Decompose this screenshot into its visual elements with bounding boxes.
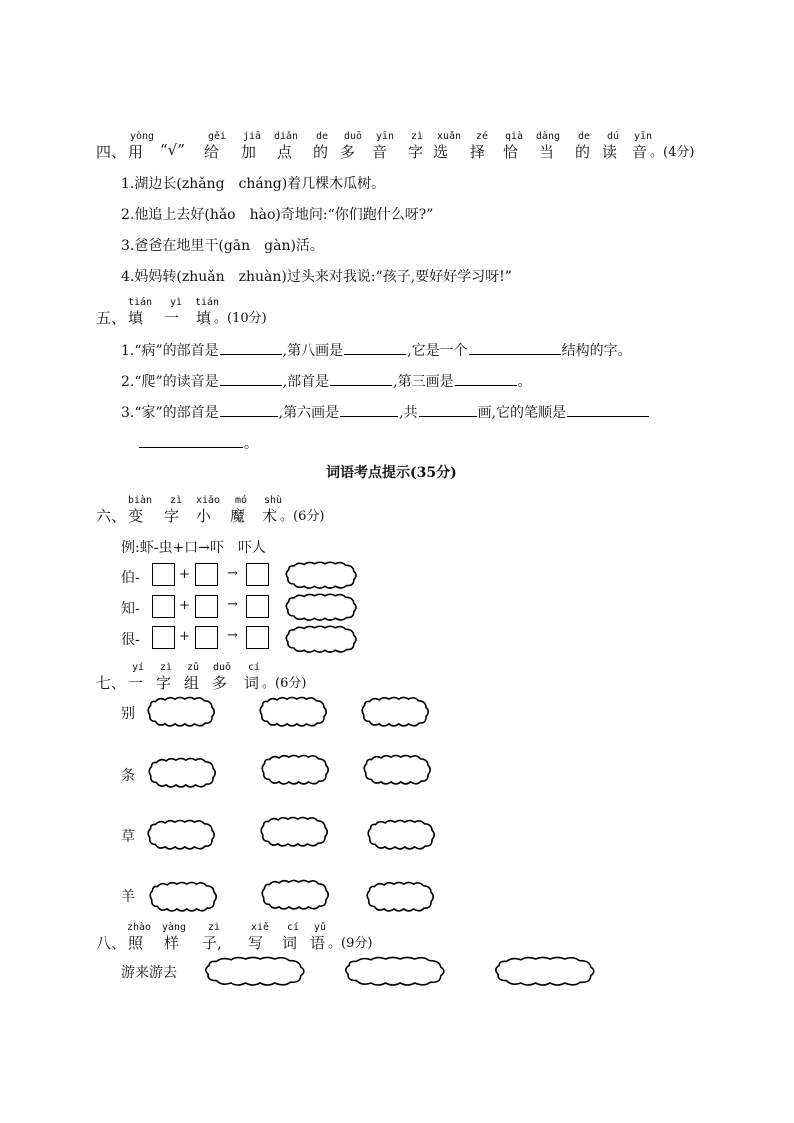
answer-blank[interactable] bbox=[340, 402, 398, 417]
arrow-icon: → bbox=[227, 628, 238, 643]
cloud-answer-box[interactable] bbox=[367, 818, 437, 851]
pinyin: yí bbox=[132, 662, 145, 673]
answer-blank[interactable] bbox=[344, 340, 406, 355]
heading-char: 恰 bbox=[503, 143, 519, 161]
score: 。(9分) bbox=[328, 936, 373, 951]
pinyin: zì bbox=[411, 131, 424, 142]
question-item: 3.爸爸在地里干(gān gàn)活。 bbox=[121, 238, 324, 254]
text: ,第六画是 bbox=[278, 405, 340, 421]
heading-char: 字 bbox=[156, 674, 172, 692]
pinyin: shù bbox=[264, 495, 283, 506]
cloud-answer-box[interactable] bbox=[147, 818, 217, 851]
text: ,它是一个 bbox=[407, 343, 468, 359]
pinyin: jiā bbox=[243, 131, 262, 142]
cloud-answer-box[interactable] bbox=[260, 815, 330, 848]
plus-sign: + bbox=[179, 598, 190, 613]
score: 。(6分) bbox=[280, 509, 325, 524]
cloud-answer-box[interactable] bbox=[259, 695, 329, 728]
section-number: 八、 bbox=[96, 934, 127, 952]
pinyin: gěi bbox=[208, 131, 227, 142]
heading-char: 变 bbox=[128, 507, 144, 525]
heading-char: 术 bbox=[262, 507, 278, 525]
cloud-answer-box[interactable] bbox=[494, 955, 598, 987]
pinyin: yì bbox=[170, 297, 183, 308]
example-word: 游来游去 bbox=[121, 965, 177, 981]
heading-char: 当 bbox=[539, 143, 555, 161]
row-label: 知- bbox=[121, 601, 140, 617]
pinyin: yàng bbox=[162, 922, 187, 933]
answer-box[interactable] bbox=[195, 595, 218, 618]
heading-char: 点 bbox=[277, 143, 293, 161]
pinyin: zhào bbox=[127, 922, 152, 933]
question-item: 4.妈妈转(zhuǎn zhuàn)过头来对我说:“孩子,要好好学习呀!” bbox=[121, 269, 512, 285]
answer-box[interactable] bbox=[246, 563, 269, 586]
fill-line-1 bbox=[121, 340, 632, 360]
heading-char: 一 bbox=[164, 309, 180, 327]
pinyin: zì bbox=[170, 495, 183, 506]
answer-box[interactable] bbox=[152, 595, 175, 618]
heading-char: 语 bbox=[310, 934, 326, 952]
row-label: 草 bbox=[121, 829, 135, 845]
heading-char: 多 bbox=[340, 143, 356, 161]
cloud-answer-box[interactable] bbox=[366, 880, 436, 913]
heading-char: 填 bbox=[196, 309, 212, 327]
heading-char: 音 bbox=[632, 143, 648, 161]
pinyin: de bbox=[578, 131, 591, 142]
section-number: 六、 bbox=[96, 507, 127, 525]
heading-char: 一 bbox=[128, 674, 144, 692]
pinyin: xuǎn bbox=[437, 131, 462, 142]
heading-char: “√” bbox=[160, 141, 185, 159]
answer-box[interactable] bbox=[152, 626, 175, 649]
answer-box[interactable] bbox=[195, 626, 218, 649]
row-label: 别 bbox=[121, 706, 135, 722]
pinyin: yīn bbox=[376, 131, 395, 142]
text: 。 bbox=[517, 374, 532, 390]
heading-char: 小 bbox=[196, 507, 212, 525]
answer-blank[interactable] bbox=[330, 371, 392, 386]
row-label: 伯- bbox=[121, 570, 140, 586]
text: ,共 bbox=[399, 405, 418, 421]
fill-line-3-cont bbox=[138, 433, 258, 453]
pinyin: xiě bbox=[251, 922, 270, 933]
cloud-answer-box[interactable] bbox=[363, 753, 433, 786]
arrow-icon: → bbox=[227, 566, 238, 581]
text: 1.“病”的部首是 bbox=[121, 343, 219, 359]
score: 。(10分) bbox=[214, 311, 267, 326]
answer-box[interactable] bbox=[246, 595, 269, 618]
cloud-answer-box[interactable] bbox=[261, 753, 331, 786]
cloud-answer-box[interactable] bbox=[344, 955, 448, 987]
arrow-icon: → bbox=[227, 597, 238, 612]
cloud-answer-box[interactable] bbox=[361, 695, 431, 728]
heading-char: 组 bbox=[184, 674, 200, 692]
answer-blank[interactable] bbox=[419, 402, 477, 417]
section-number: 四、 bbox=[96, 143, 127, 161]
fill-line-3 bbox=[121, 402, 650, 422]
answer-blank[interactable] bbox=[455, 371, 517, 386]
cloud-answer-box[interactable] bbox=[148, 756, 218, 789]
text: 。 bbox=[244, 436, 258, 452]
answer-blank[interactable] bbox=[220, 371, 282, 386]
pinyin: cí bbox=[287, 922, 300, 933]
score: 。(4分) bbox=[650, 145, 695, 160]
pinyin: zì bbox=[160, 662, 173, 673]
pinyin: dú bbox=[607, 131, 620, 142]
heading-char: 读 bbox=[602, 143, 618, 161]
pinyin: xiǎo bbox=[196, 495, 221, 506]
pinyin: mó bbox=[235, 495, 248, 506]
heading-char: 魔 bbox=[230, 507, 246, 525]
pinyin: zé bbox=[476, 131, 489, 142]
text: 2.“爬”的读音是 bbox=[121, 374, 219, 390]
heading-char: 选 bbox=[433, 143, 449, 161]
answer-blank[interactable] bbox=[567, 402, 649, 417]
answer-blank[interactable] bbox=[139, 433, 243, 448]
fill-line-2 bbox=[121, 371, 532, 391]
pinyin: qià bbox=[505, 131, 524, 142]
pinyin: yòng bbox=[130, 131, 155, 142]
section-title: 词语考点提示(35分) bbox=[326, 465, 457, 481]
pinyin: tián bbox=[195, 297, 220, 308]
pinyin: diǎn bbox=[274, 131, 299, 142]
pinyin: dàng bbox=[536, 131, 561, 142]
pinyin: zǔ bbox=[187, 662, 200, 673]
cloud-answer-box[interactable] bbox=[285, 624, 359, 654]
question-item: 2.他追上去好(hǎo hào)奇地问:“你们跑什么呀?” bbox=[121, 207, 434, 223]
heading-char: 样 bbox=[164, 934, 180, 952]
heading-char: 用 bbox=[128, 143, 144, 161]
text: 画,它的笔顺是 bbox=[477, 405, 567, 421]
row-label: 条 bbox=[121, 768, 135, 784]
answer-box[interactable] bbox=[246, 626, 269, 649]
section-number: 五、 bbox=[96, 309, 127, 327]
row-label: 很- bbox=[121, 632, 140, 648]
heading-char: 加 bbox=[241, 143, 257, 161]
pinyin: de bbox=[316, 131, 329, 142]
text: 3.“家”的部首是 bbox=[121, 405, 219, 421]
pinyin: duō bbox=[213, 662, 232, 673]
example-text: 例:虾-虫+口→吓 吓人 bbox=[121, 540, 266, 556]
cloud-answer-box[interactable] bbox=[285, 560, 359, 590]
pinyin: yǔ bbox=[314, 922, 327, 933]
row-label: 羊 bbox=[121, 889, 135, 905]
pinyin: zi bbox=[208, 922, 221, 933]
cloud-answer-box[interactable] bbox=[149, 880, 219, 913]
heading-char: 字 bbox=[164, 507, 180, 525]
answer-blank[interactable] bbox=[469, 340, 561, 355]
pinyin: duō bbox=[344, 131, 363, 142]
heading-char: 照 bbox=[128, 934, 144, 952]
section-number: 七、 bbox=[96, 674, 127, 692]
cloud-answer-box[interactable] bbox=[147, 695, 217, 728]
pinyin: yīn bbox=[634, 131, 653, 142]
plus-sign: + bbox=[179, 567, 190, 582]
pinyin: cí bbox=[248, 662, 261, 673]
text: 结构的字。 bbox=[561, 343, 632, 359]
heading-char: 填 bbox=[128, 309, 144, 327]
score: 。(6分) bbox=[262, 676, 307, 691]
text: ,第三画是 bbox=[393, 374, 454, 390]
heading-char: 词 bbox=[244, 674, 260, 692]
heading-char: 音 bbox=[372, 143, 388, 161]
heading-char: 写 bbox=[248, 934, 264, 952]
cloud-answer-box[interactable] bbox=[261, 878, 331, 911]
cloud-answer-box[interactable] bbox=[285, 592, 359, 622]
plus-sign: + bbox=[179, 629, 190, 644]
text: ,第八画是 bbox=[282, 343, 344, 359]
heading-char: 择 bbox=[470, 143, 486, 161]
heading-char: 给 bbox=[204, 143, 220, 161]
pinyin: tián bbox=[128, 297, 153, 308]
heading-char: 字 bbox=[408, 143, 424, 161]
text: ,部首是 bbox=[282, 374, 330, 390]
cloud-answer-box[interactable] bbox=[204, 955, 308, 987]
heading-char: 的 bbox=[575, 143, 591, 161]
heading-char: 子, bbox=[202, 934, 222, 952]
answer-blank[interactable] bbox=[220, 402, 278, 417]
question-item: 1.湖边长(zhǎng cháng)着几棵木瓜树。 bbox=[121, 176, 386, 192]
answer-blank[interactable] bbox=[220, 340, 282, 355]
heading-char: 多 bbox=[212, 674, 228, 692]
heading-char: 的 bbox=[313, 143, 329, 161]
heading-char: 词 bbox=[282, 934, 298, 952]
answer-box[interactable] bbox=[195, 563, 218, 586]
pinyin: biàn bbox=[128, 495, 153, 506]
answer-box[interactable] bbox=[152, 563, 175, 586]
